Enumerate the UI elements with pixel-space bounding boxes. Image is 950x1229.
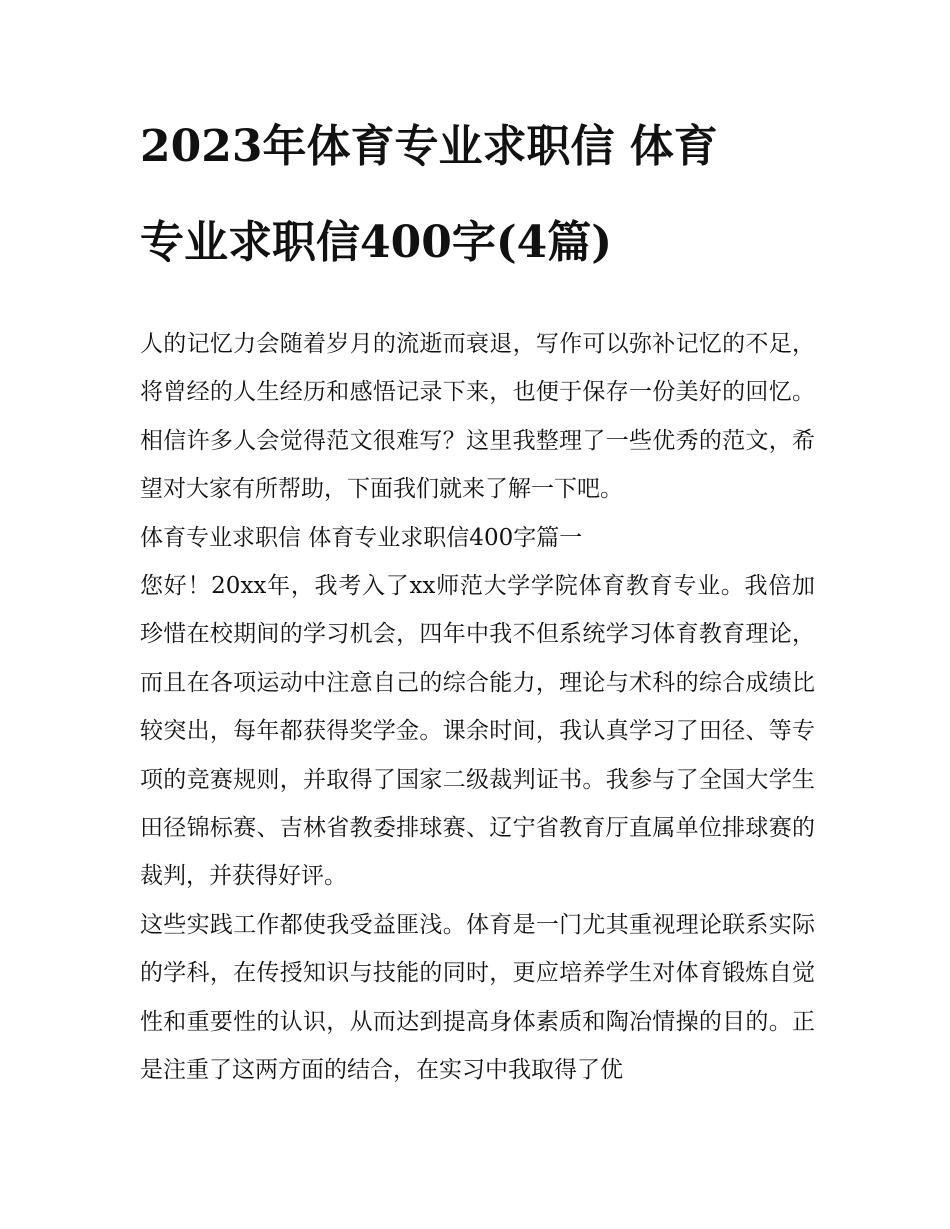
body-paragraph-1: 您好！20xx年，我考入了xx师范大学学院体育教育专业。我倍加珍惜在校期间的学习机会，四年中我不但系统学习体育教育理论，而且在各项运动中注意自己的综合能力，理论与术科的综合成绩比较突出，每年都获得奖学金。课余时间，我认真学习了田径、等专项的竞赛规则，并取得了国家二级裁判证书。我参与了全国大学生田径锦标赛、吉林省教委排球赛、辽宁省教育厅直属单位排球赛的裁判，并获得好评。 <box>140 573 815 890</box>
intro-paragraph: 人的记忆力会随着岁月的流逝而衰退，写作可以弥补记忆的不足，将曾经的人生经历和感悟记录下来，也便于保存一份美好的回忆。相信许多人会觉得范文很难写？这里我整理了一些优秀的范文，希望对大家有所帮助，下面我们就来了解一下吧。 <box>140 331 815 503</box>
document-title <box>140 118 780 310</box>
title-line-1: 2023年体育专业求职信 体育 <box>140 121 718 172</box>
section-heading: 体育专业求职信 体育专业求职信400字篇一 <box>140 524 583 551</box>
body-paragraph-2: 这些实践工作都使我受益匪浅。体育是一门尤其重视理论联系实际的学科，在传授知识与技能的同时，更应培养学生对体育锻炼自觉性和重要性的认识，从而达到提高身体素质和陶冶情操的目的。正是注重了这两方面的结合，在实习中我取得了优 <box>140 911 815 1084</box>
document-body <box>140 118 815 1095</box>
title-line-2: 专业求职信400字(4篇) <box>140 217 613 268</box>
